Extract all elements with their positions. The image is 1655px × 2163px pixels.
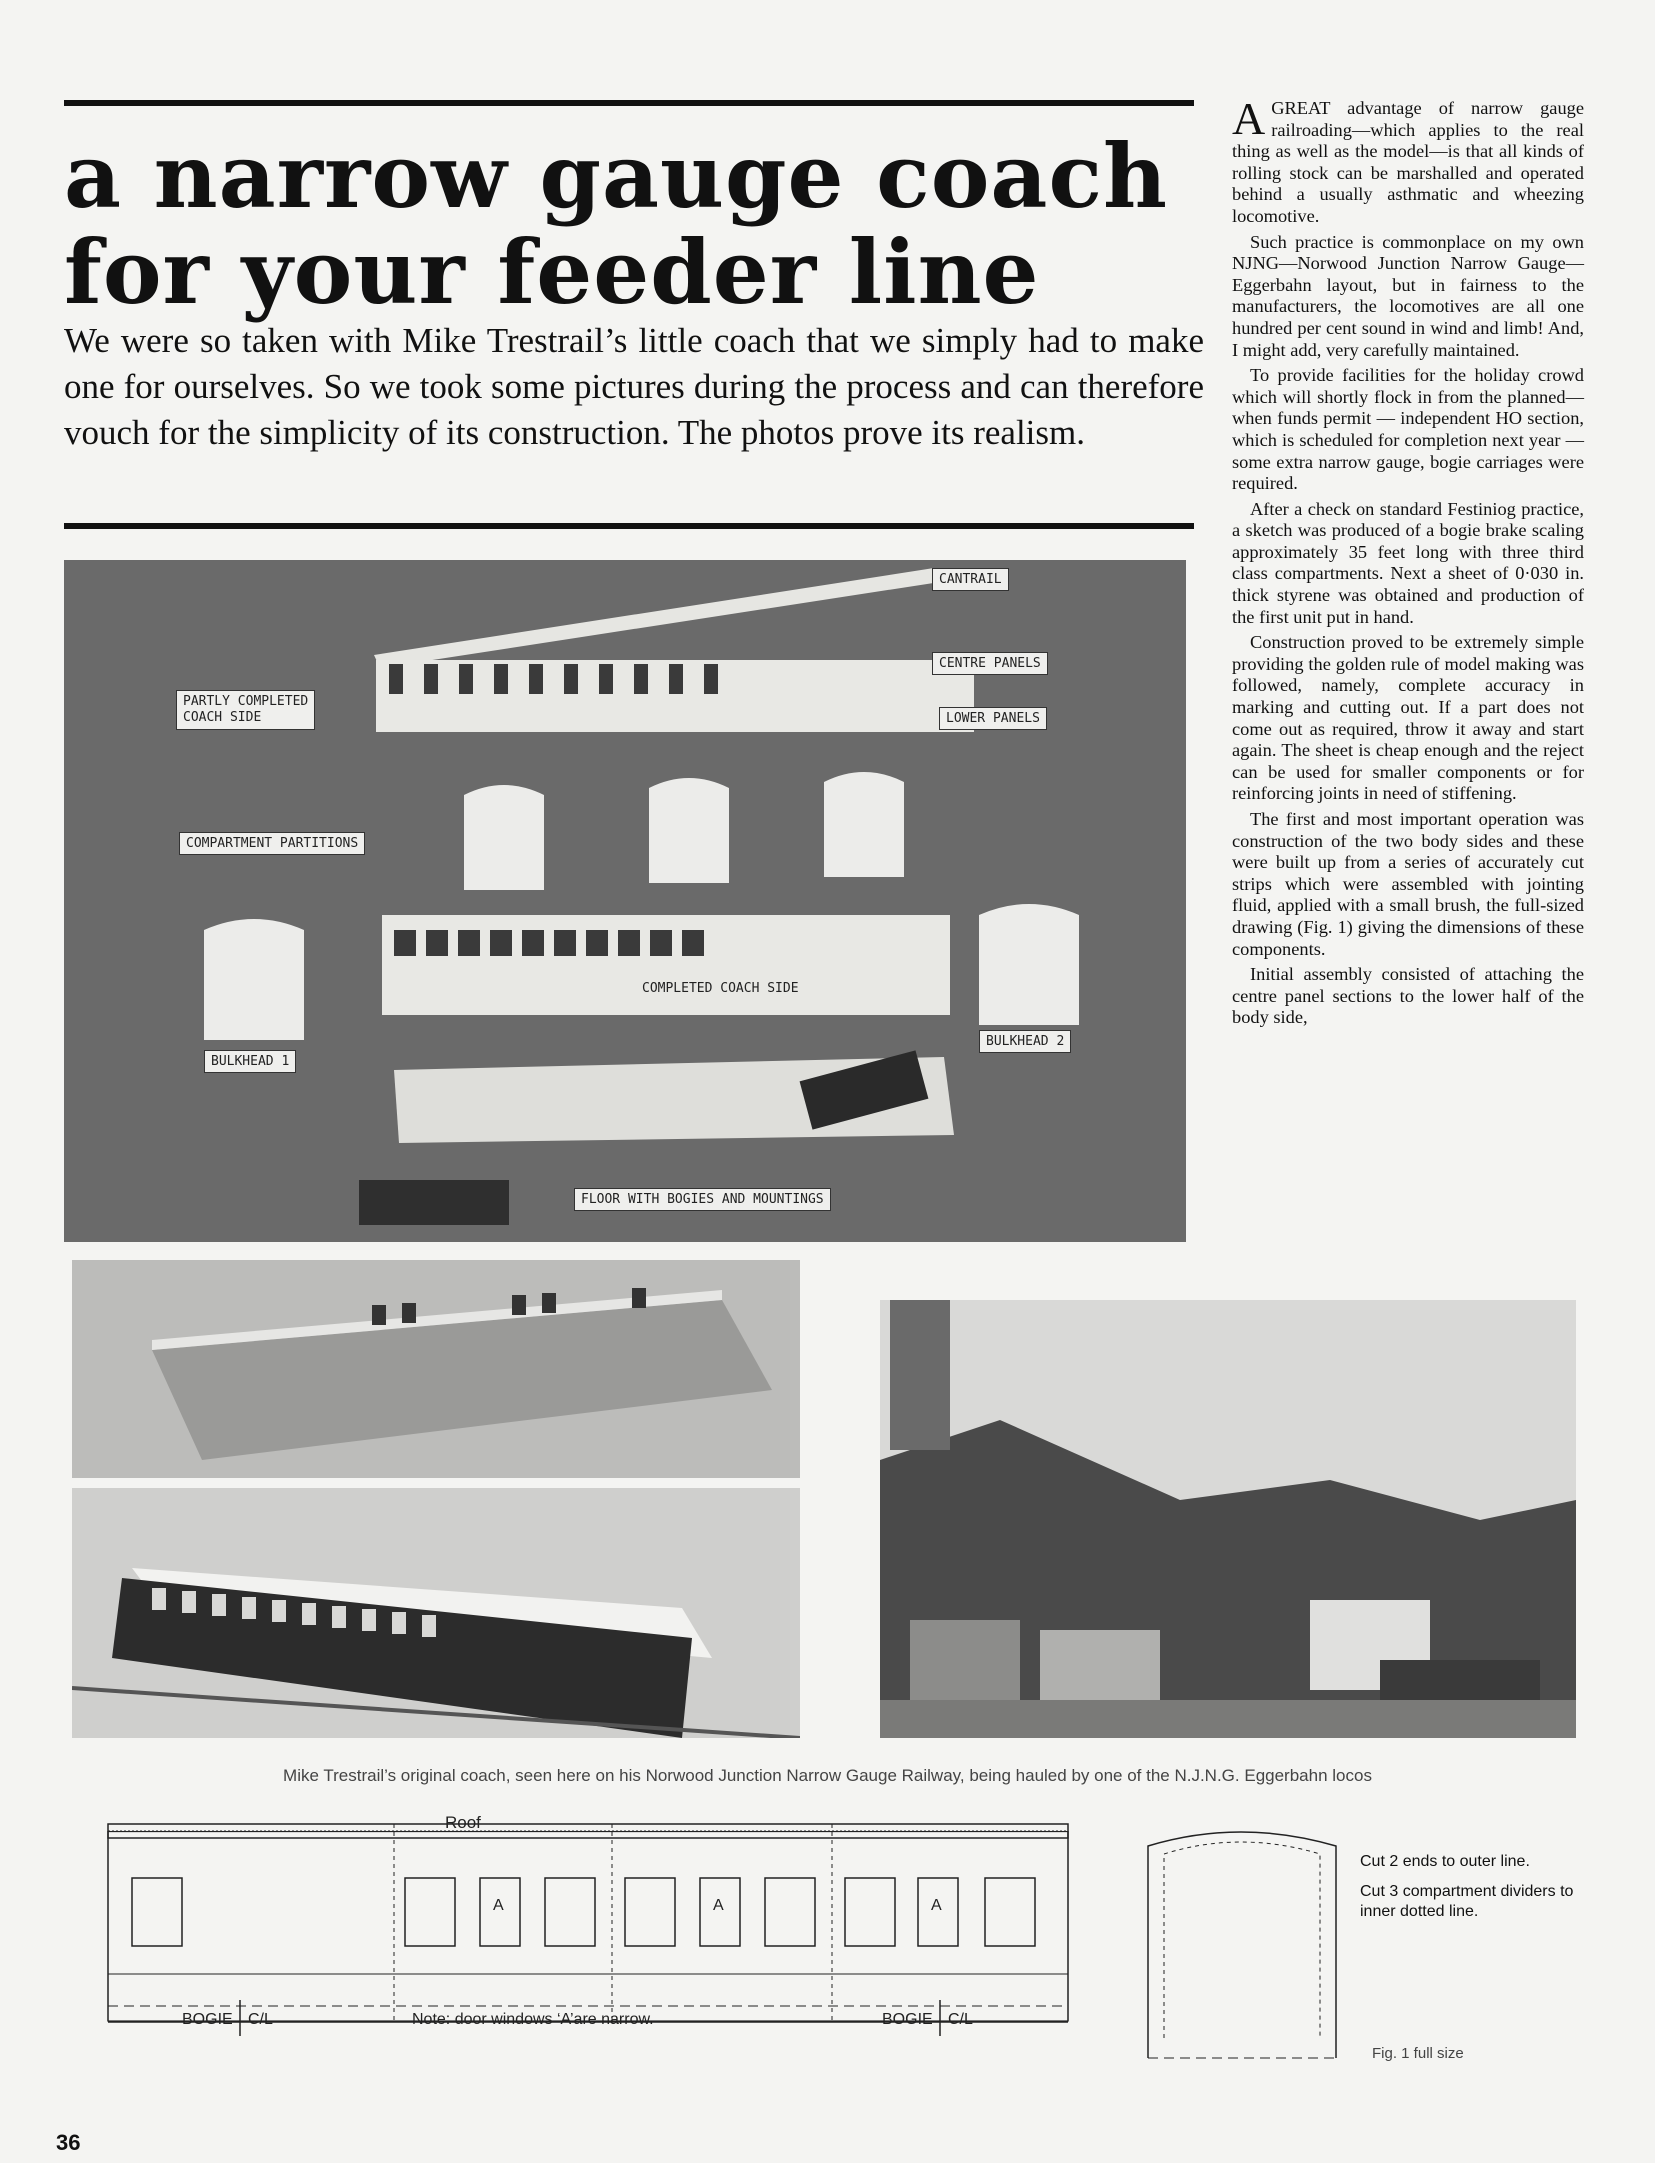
label-floor: FLOOR WITH BOGIES AND MOUNTINGS <box>574 1188 831 1211</box>
page-number: 36 <box>56 2130 81 2155</box>
window-mark-a-3: A <box>931 1897 942 1914</box>
layout-illustration <box>880 1300 1576 1738</box>
photo-caption: Mike Trestrail’s original coach, seen here on his Norwood Junction Narrow Gauge Railway, being hauled by one of the N.J.N.G. Eggerbahn locos <box>283 1766 1372 1785</box>
body-paragraph: After a check on standard Festiniog practice, a sketch was produced of a bogie brake scaling approximately 35 feet long with three third class compartments. Next a sheet of 0·030 in. thick styrene was obtained and production of the first unit put in hand. <box>1232 498 1584 627</box>
window-mark-a-1: A <box>493 1897 504 1914</box>
body-paragraph: To provide facilities for the holiday crowd which will shortly flock in from the planned—when funds permit — independent HO section, which is scheduled for completion next year — some extra narrow gauge, bogie carriages were required. <box>1232 365 1584 494</box>
label-bulkhead-2: BULKHEAD 2 <box>979 1030 1071 1053</box>
interior-illustration <box>72 1260 800 1478</box>
drop-cap: A <box>1232 93 1266 144</box>
standfirst: We were so taken with Mike Trestrail’s little coach that we simply had to make one for ourselves. So we took some pictures during the process and can therefore vouch for the simplicity of its construction. The photos prove its realism. <box>64 321 1204 452</box>
article-title <box>64 124 1194 324</box>
body-column <box>1232 93 1584 1033</box>
parts-photo <box>64 560 1186 1242</box>
label-partly-completed: PARTLY COMPLETED COACH SIDE <box>176 690 315 730</box>
drawing-note: Note: door windows ‘A’are narrow. <box>412 2011 654 2028</box>
body-paragraph: Initial assembly consisted of attaching the centre panel sections to the lower half of the body side, <box>1232 964 1584 1028</box>
standfirst-rule <box>64 523 1194 529</box>
coach-photo <box>72 1488 800 1738</box>
figure-caption: Fig. 1 full size <box>1372 2045 1464 2062</box>
body-paragraph: Construction proved to be extremely simple providing the golden rule of model making was followed, namely, complete accuracy in marking and cutting out. If a part does not come out as required, throw it away and start again. The sheet is cheap enough and the reject can be used for smaller components or for reinforcing joints in need of stiffening. <box>1232 632 1584 804</box>
coach-side-drawing <box>100 1810 1080 2040</box>
interior-photo <box>72 1260 800 1478</box>
label-compartment-partitions: COMPARTMENT PARTITIONS <box>179 832 365 855</box>
label-completed-coach-side: COMPLETED COACH SIDE <box>642 981 799 996</box>
bogie-right-label: BOGIE <box>882 2011 933 2028</box>
end-partition-drawing <box>1140 1818 1350 2060</box>
title-line-2: for your feeder line <box>64 220 1040 324</box>
coach-illustration <box>72 1488 800 1738</box>
bogie-left-label: BOGIE <box>182 2011 233 2028</box>
body-paragraph: The first and most important operation was construction of the two body sides and these were built up from a series of accurately cut strips which were assembled with jointing fluid, applied with a small brush, the full-sized drawing (Fig. 1) giving the dimensions of these components. <box>1232 809 1584 959</box>
window-mark-a-2: A <box>713 1897 724 1914</box>
drawing-notes <box>1360 1852 1580 1932</box>
label-cantrail: CANTRAIL <box>932 568 1009 591</box>
title-line-1: a narrow gauge coach <box>64 124 1169 228</box>
cl-right-label: C/L <box>948 2011 973 2028</box>
drawing-roof-label: Roof <box>445 1813 481 1832</box>
label-centre-panels: CENTRE PANELS <box>932 652 1048 675</box>
cut-ends-note: Cut 2 ends to outer line. <box>1360 1853 1530 1870</box>
layout-photo <box>880 1300 1576 1738</box>
cl-left-label: C/L <box>248 2011 273 2028</box>
top-rule <box>64 100 1194 106</box>
body-paragraph: Such practice is commonplace on my own NJNG—Norwood Junction Narrow Gauge—Eggerbahn layout, but in fairness to the manufacturers, the locomotives are all one hundred per cent sound in wind and limb! And, I might add, very carefully maintained. <box>1232 231 1584 360</box>
cut-dividers-note: Cut 3 compartment dividers to inner dotted line. <box>1360 1883 1574 1920</box>
label-bulkhead-1: BULKHEAD 1 <box>204 1050 296 1073</box>
label-lower-panels: LOWER PANELS <box>939 707 1047 730</box>
body-paragraph: A GREAT advantage of narrow gauge railroading—which applies to the real thing as well as the model—is that all kinds of rolling stock can be marshalled and operated behind a usually asthmatic and wheezing locomotive. <box>1232 93 1584 226</box>
